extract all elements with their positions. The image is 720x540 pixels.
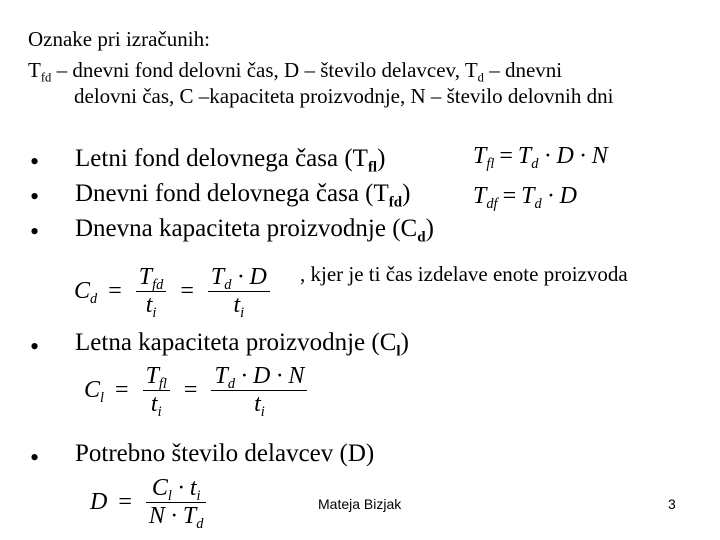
equals-sign: = xyxy=(180,278,194,304)
frac-den-sub: i xyxy=(152,305,157,322)
note-cd: , kjer je ti čas izdelave enote proizvoda xyxy=(300,262,628,286)
fraction xyxy=(146,475,207,533)
formula-rhs: T xyxy=(521,183,535,209)
intro-text: – dnevni fond delovni čas, D – število delavcev, T xyxy=(51,58,478,82)
intro-tail: – dnevni xyxy=(483,58,563,82)
equals-sign: = xyxy=(502,183,517,209)
formula-lhs-sub: l xyxy=(100,390,105,407)
fraction-2 xyxy=(208,264,270,322)
frac-num-sub-2: i xyxy=(196,488,201,505)
formula-cl xyxy=(84,363,310,421)
equals-sign: = xyxy=(118,489,132,515)
footer-author: Mateja Bizjak xyxy=(318,496,402,512)
item-letni-fond xyxy=(75,145,386,176)
fraction-1 xyxy=(143,363,170,421)
frac-den: t xyxy=(233,292,241,318)
frac-den: t xyxy=(145,292,153,318)
frac-num: C xyxy=(151,475,168,501)
frac-den-sub: i xyxy=(157,404,162,421)
fraction-1 xyxy=(136,264,167,322)
frac-den-sub: d xyxy=(196,516,204,533)
item-text: Letni fond delovnega časa (T xyxy=(75,145,368,172)
item-text: Dnevna kapaciteta proizvodnje (C xyxy=(75,215,418,242)
item-potrebno-stevilo: Potrebno število delavcev (D) xyxy=(75,440,375,467)
item-letna-kapaciteta xyxy=(75,329,409,360)
bullet-2: • xyxy=(30,182,40,211)
frac-num-sub: fd xyxy=(152,277,164,294)
formula-lhs: D xyxy=(90,489,108,515)
equals-sign: = xyxy=(108,278,122,304)
intro-var: T xyxy=(28,58,41,82)
formula-lhs: C xyxy=(84,377,101,403)
intro-heading: Oznake pri izračunih: xyxy=(28,27,210,51)
item-sub: fd xyxy=(388,194,403,211)
frac-num-sub: d xyxy=(224,277,232,294)
formula-cd xyxy=(74,264,273,322)
item-text: Dnevni fond delovnega časa (T xyxy=(75,180,389,207)
formula-lhs-sub: df xyxy=(486,196,498,213)
formula-rhs-sub: d xyxy=(534,196,542,213)
formula-rest: · D · N xyxy=(544,143,608,169)
formula-lhs: C xyxy=(74,278,91,304)
formula-lhs: T xyxy=(473,183,487,209)
formula-tdf xyxy=(473,183,578,213)
frac-den: t xyxy=(254,391,261,417)
bullet-1: • xyxy=(30,147,40,176)
frac-num-sub: d xyxy=(227,376,236,393)
bullet-4: • xyxy=(30,332,40,361)
item-close: ) xyxy=(425,215,434,242)
formula-d xyxy=(90,475,209,533)
frac-num-rest: · t xyxy=(177,475,197,501)
frac-num-rest: · D xyxy=(237,264,267,290)
formula-rhs: T xyxy=(517,143,532,169)
item-sub: d xyxy=(417,229,426,246)
frac-num: T xyxy=(210,264,225,290)
frac-den: t xyxy=(150,391,158,417)
formula-lhs-sub: d xyxy=(90,291,98,308)
bullet-5: • xyxy=(30,443,40,472)
intro-var-sub: fd xyxy=(40,70,52,85)
item-dnevni-fond xyxy=(75,180,411,211)
item-sub: l xyxy=(396,343,401,360)
frac-den-sub: i xyxy=(240,305,245,322)
frac-num: T xyxy=(145,363,159,389)
item-sub: fl xyxy=(367,159,378,176)
item-close: ) xyxy=(377,145,386,172)
equals-sign: = xyxy=(183,377,198,403)
item-close: ) xyxy=(402,180,411,207)
frac-den: N · T xyxy=(148,503,197,529)
frac-num: T xyxy=(214,363,228,389)
formula-tfl xyxy=(473,143,608,173)
intro-line-2: delovni čas, C –kapaciteta proizvodnje, N – število delovnih dni xyxy=(74,84,614,108)
frac-num-sub: fl xyxy=(158,376,167,393)
frac-num-sub: l xyxy=(167,488,172,505)
item-close: ) xyxy=(400,329,409,356)
frac-num: T xyxy=(138,264,153,290)
frac-num-rest: · D · N xyxy=(241,363,305,389)
intro-var-sub-2: d xyxy=(477,70,484,85)
equals-sign: = xyxy=(499,143,513,169)
equals-sign: = xyxy=(115,377,129,403)
formula-rest: · D xyxy=(547,183,578,209)
fraction-2 xyxy=(211,363,307,421)
formula-lhs: T xyxy=(473,143,487,169)
frac-den-sub: i xyxy=(260,404,265,421)
page-number: 3 xyxy=(668,496,676,512)
formula-rhs-sub: d xyxy=(531,156,539,173)
item-dnevna-kapaciteta xyxy=(75,215,434,246)
intro-line-1 xyxy=(28,57,562,83)
item-text: Letna kapaciteta proizvodnje (C xyxy=(75,329,397,356)
formula-lhs-sub: fl xyxy=(486,156,495,173)
bullet-3: • xyxy=(30,217,40,246)
